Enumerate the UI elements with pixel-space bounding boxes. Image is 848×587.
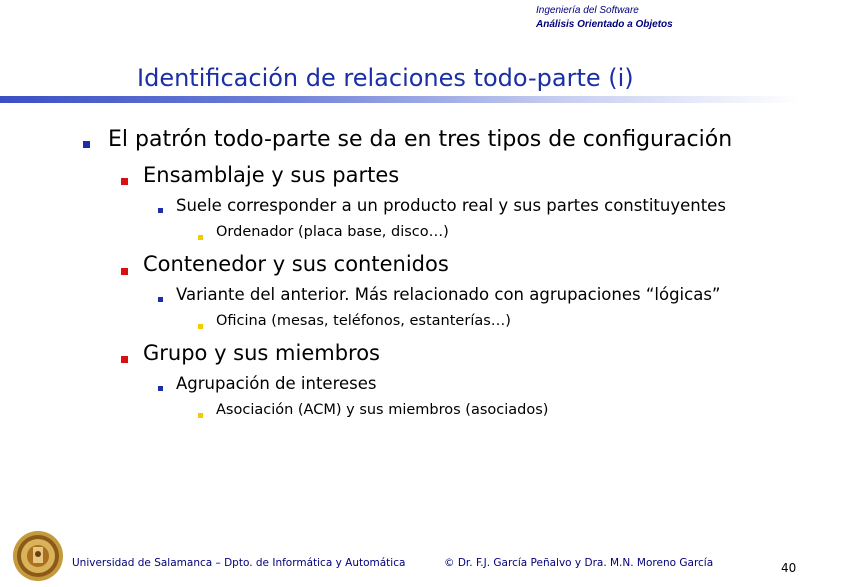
bullet-level2-text: Grupo y sus miembros bbox=[143, 341, 380, 365]
university-seal-logo bbox=[12, 530, 64, 582]
bullet-marker-level3 bbox=[158, 386, 163, 391]
bullet-level2-text: Contenedor y sus contenidos bbox=[143, 252, 449, 276]
bullet-marker-level2 bbox=[121, 178, 128, 185]
bullet-level3-text: Agrupación de intereses bbox=[176, 374, 377, 393]
bullet-marker-level2 bbox=[121, 356, 128, 363]
footer-copyright: © Dr. F.J. García Peñalvo y Dra. M.N. Moreno García bbox=[444, 557, 714, 569]
bullet-marker-level4 bbox=[198, 324, 203, 329]
bullet-marker-level4 bbox=[198, 413, 203, 418]
bullet-marker-level2 bbox=[121, 268, 128, 275]
bullet-level3-text: Suele corresponder a un producto real y sus partes constituyentes bbox=[176, 196, 726, 215]
bullet-level1-text: El patrón todo-parte se da en tres tipos de configuración bbox=[108, 127, 733, 152]
bullet-marker-level4 bbox=[198, 235, 203, 240]
header-topic: Análisis Orientado a Objetos bbox=[536, 19, 673, 30]
bullet-level4-text: Oficina (mesas, teléfonos, estanterías…) bbox=[216, 313, 511, 329]
bullet-marker-level3 bbox=[158, 297, 163, 302]
bullet-marker-level3 bbox=[158, 208, 163, 213]
bullet-level2-text: Ensamblaje y sus partes bbox=[143, 163, 400, 187]
bullet-level4-text: Ordenador (placa base, disco…) bbox=[216, 224, 449, 240]
header-subject: Ingeniería del Software bbox=[536, 5, 639, 16]
bullet-level3-text: Variante del anterior. Más relacionado con agrupaciones “lógicas” bbox=[176, 285, 721, 304]
slide-title: Identificación de relaciones todo-parte (i) bbox=[137, 64, 634, 92]
page-number: 40 bbox=[781, 561, 797, 575]
bullet-level4-text: Asociación (ACM) y sus miembros (asociados) bbox=[216, 402, 549, 418]
bullet-marker-level1 bbox=[83, 141, 90, 148]
title-underline-bar bbox=[0, 96, 800, 103]
footer-institution: Universidad de Salamanca – Dpto. de Informática y Automática bbox=[72, 557, 406, 569]
header-course-info bbox=[536, 4, 673, 32]
